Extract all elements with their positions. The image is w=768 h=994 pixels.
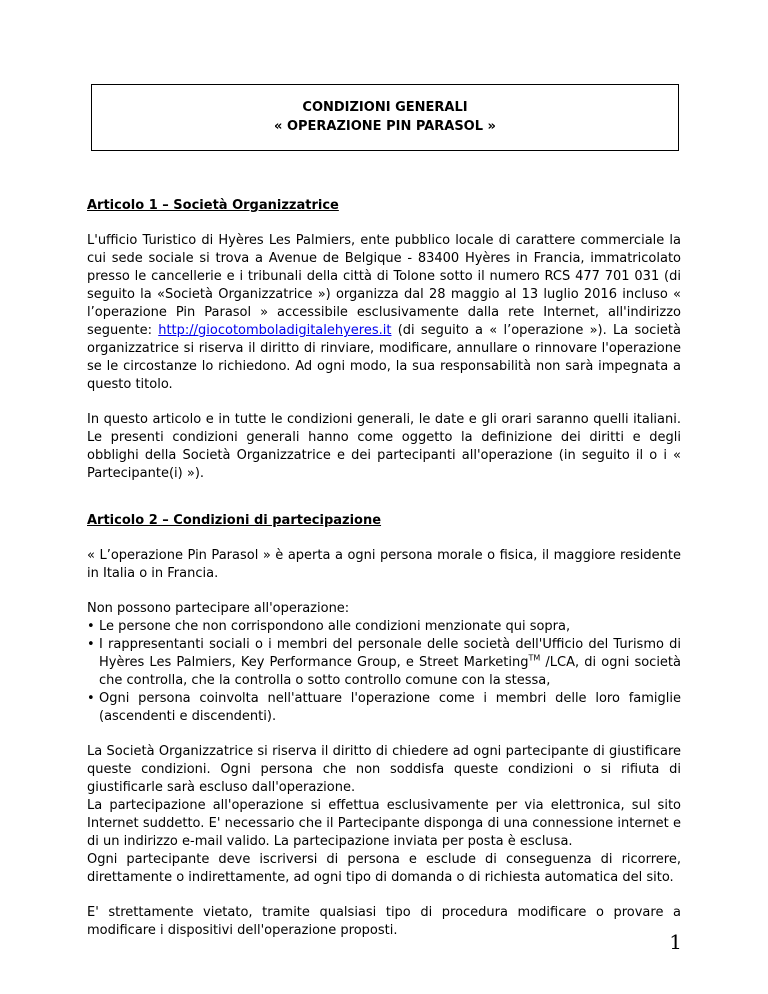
article-1-paragraph-2: In questo articolo e in tutte le condizioni generali, le date e gli orari saranno quelli italiani. Le presenti condizioni generali hanno come oggetto la definizione dei diritti e degli obblighi della Società Organizzatrice e dei partecipanti all'operazione (in seguito il o i « Partecipante(i) »).: [87, 412, 681, 481]
list-item: • Le persone che non corrispondono alle condizioni menzionate qui sopra,: [87, 618, 681, 636]
article-2-paragraph-3: La Società Organizzatrice si riserva il diritto di chiedere ad ogni partecipante di giustificare queste condizioni. Ogni persona che non soddisfa queste condizioni o si rifiuta di giustificarle sarà escluso dall'operazione.: [87, 744, 681, 795]
bullet-2-text: I rappresentanti sociali o i membri del personale delle società dell'Ufficio del Turismo di Hyères Les Palmiers, Key Performance Group, e Street Marketing: [99, 637, 681, 670]
website-link[interactable]: http://giocotomboladigitalehyeres.it: [158, 323, 392, 338]
list-item: [87, 636, 681, 690]
bullet-2-text-continued: /LCA, di ogni società che controlla, che la controlla o sotto controllo comune con la stessa,: [99, 655, 681, 688]
article-1-text-after-link: (di seguito a « l’operazione »). La società organizzatrice si riserva il diritto di rinviare, modificare, annullare o rinnovare l'operazione se le circostanze lo richiedono. Ad ogni modo, la sua responsabilità non sarà impegnata a questo titolo.: [87, 323, 681, 392]
article-2-paragraph-1: « L’operazione Pin Parasol » è aperta a ogni persona morale o fisica, il maggiore residente in Italia o in Francia.: [87, 548, 681, 581]
title-line-1: CONDIZIONI GENERALI: [302, 100, 468, 115]
article-2-heading: Articolo 2 – Condizioni di partecipazione: [87, 513, 382, 528]
section-spacer: [87, 500, 681, 512]
article-1-text-before-link: L'ufficio Turistico di Hyères Les Palmiers, ente pubblico locale di carattere commerciale la cui sede sociale si trova a Avenue de Belgique - 83400 Hyères in Francia, immatricolato presso le cancellerie e i tribunali della città di Tolone sotto il numero RCS 477 701 031 (di seguito la «Società Organizzatrice ») organizza dal 28 maggio al 13 luglio 2016 incluso « l’operazione Pin Parasol » accessibile esclusivamente dalla rete Internet, all'indirizzo seguente:: [87, 233, 681, 338]
page-number: 1: [669, 930, 682, 954]
article-1-heading: Articolo 1 – Società Organizzatrice: [87, 198, 339, 213]
list-item: • Ogni persona coinvolta nell'attuare l'operazione come i membri delle loro famiglie (ascendenti e discendenti).: [87, 690, 681, 726]
exclusion-list: [87, 618, 681, 726]
article-2-paragraph-5: Ogni partecipante deve iscriversi di persona e esclude di conseguenza di ricorrere, direttamente o indirettamente, ad ogni tipo di domanda o di richiesta automatica del sito.: [87, 852, 681, 885]
article-2-paragraph-6: E' strettamente vietato, tramite qualsiasi tipo di procedura modificare o provare a modificare i dispositivi dell'operazione proposti.: [87, 905, 681, 938]
title-box: [91, 84, 679, 151]
title-line-2: « OPERAZIONE PIN PARASOL »: [274, 119, 496, 134]
document-body: [87, 197, 681, 957]
article-1-paragraph-1: [87, 232, 681, 394]
trademark-superscript: TM: [528, 653, 541, 663]
article-2-paragraph-4: La partecipazione all'operazione si effettua esclusivamente per via elettronica, sul sito Internet suddetto. E' necessario che il Partecipante disponga di una connessione internet e di un indirizzo e-mail valido. La partecipazione inviata per posta è esclusa.: [87, 798, 681, 849]
exclusion-list-intro: Non possono partecipare all'operazione:: [87, 601, 350, 616]
